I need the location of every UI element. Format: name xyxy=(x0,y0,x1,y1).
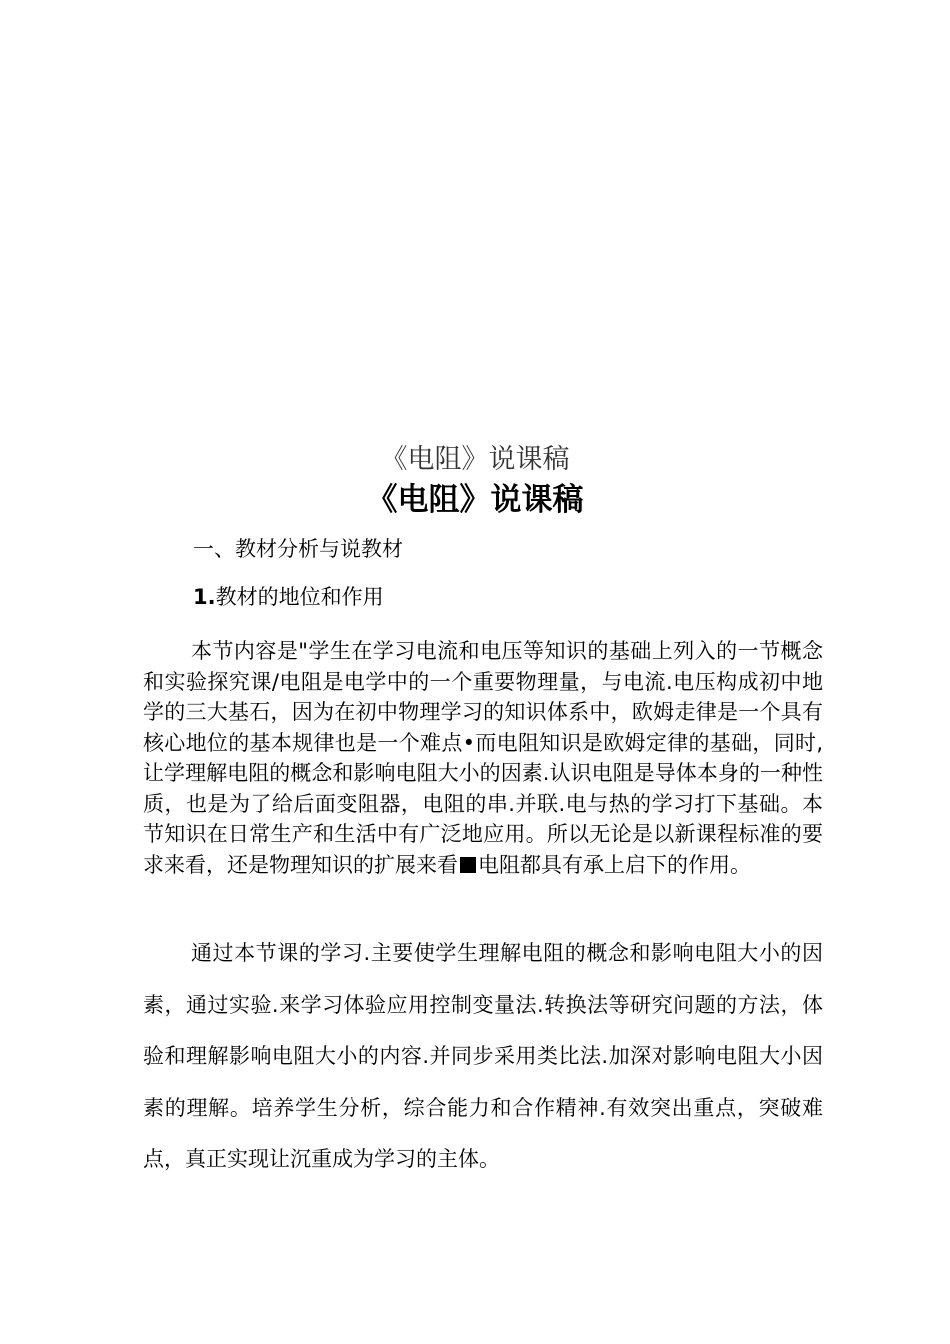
paragraph-1 xyxy=(143,636,823,880)
paragraph-1-text: 本节内容是"学生在学习电流和电压等知识的基础上列入的一节概念和实验探究课/电阻是电学中的一个重要物理量，与电流.电压构成初中地学的三大基石，因为在初中物理学习的知识体系中，欧姆走律是一个具有核心地位的基本规律也是一个难点•而电阻知识是欧姆定律的基础，同时,让学理解电阻的概念和影响电阻大小的因素.认识电阻是导体本身的一种性质，也是为了给后面变阻器，电阻的串.并联.电与热的学习打下基础。本节知识在日常生产和生活中有广泛地应用。所以无论是以新课程标准的要求来看，还是物理知识的扩展来看 xyxy=(143,639,823,877)
paragraph-2: 通过本节课的学习.主要使学生理解电阻的概念和影响电阻大小的因素，通过实验.来学习体验应用控制变量法.转换法等研究问题的方法，体验和理解影响电阻大小的内容.并同步采用类比法.加深对影响电阻大小因素的理解。培养学生分析，综合能力和合作精神.有效突出重点，突破难点，真正实现让沉重成为学习的主体。 xyxy=(143,941,823,1171)
subsection-title: 教材的地位和作用 xyxy=(215,585,384,609)
black-square-icon xyxy=(460,857,476,873)
subsection-heading xyxy=(193,582,384,612)
document-title-header: 《电阻》说课稿 xyxy=(380,444,570,475)
section-heading: 一、教材分析与说教材 xyxy=(193,537,403,561)
subsection-number: 1. xyxy=(193,585,216,609)
paragraph-1-text-end: 电阻都具有承上启下的作用。 xyxy=(478,852,751,877)
document-title: 《电阻》说课稿 xyxy=(366,482,584,518)
